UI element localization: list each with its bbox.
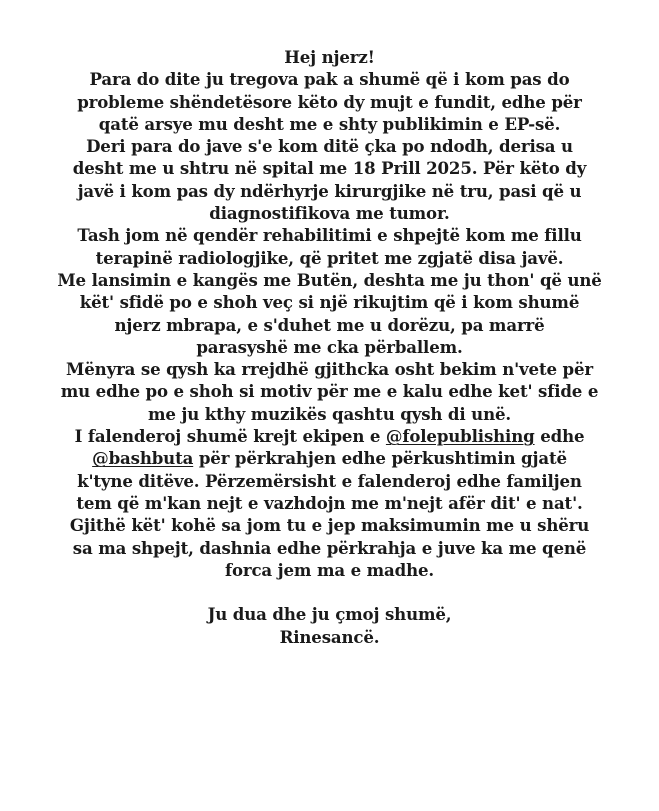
text-line: Me lansimin e kangës me Butën, deshta me ju thon' që unë xyxy=(57,269,602,290)
closing-line: Ju dua dhe ju çmoj shumë, xyxy=(207,604,452,625)
thanks-line-1-prefix: I falenderoj shumë krejt ekipen e xyxy=(74,426,386,447)
thanks-line-1 xyxy=(0,425,659,447)
paragraph-spacer xyxy=(0,581,659,603)
text-line: terapinë radiologjike, që pritet me zgjatë disa javë. xyxy=(95,247,564,268)
text-line: kët' sfidë po e shoh veç si një rikujtim që i kom shumë xyxy=(79,292,580,313)
text-line: parasyshë me cka përballem. xyxy=(196,336,463,357)
text-line: sa ma shpejt, dashnia edhe përkrahja e juve ka me qenë xyxy=(72,537,587,558)
text-line: probleme shëndetësore këto dy mujt e fundit, edhe për xyxy=(77,91,582,112)
text-line: mu edhe po e shoh si motiv për me e kalu edhe ket' sfide e xyxy=(60,381,599,402)
text-line: qatë arsye mu desht me e shty publikimin e EP-së. xyxy=(98,113,561,134)
thanks-line-2 xyxy=(0,447,659,469)
text-line: Para do dite ju tregova pak a shumë që i kom pas do xyxy=(89,69,570,90)
mention-bashbuta-link[interactable]: @bashbuta xyxy=(92,448,194,469)
thanks-line-2-suffix: për përkrahjen edhe përkushtimin gjatë xyxy=(193,448,567,469)
signature: Rinesancë. xyxy=(279,626,380,647)
thanks-line-1-suffix: edhe xyxy=(534,426,585,447)
text-line: forca jem ma e madhe. xyxy=(224,559,435,580)
story-text-message xyxy=(0,46,659,648)
text-line: javë i kom pas dy ndërhyrje kirurgjike në tru, pasi që u xyxy=(77,180,582,201)
text-line: Deri para do jave s'e kom ditë çka po ndodh, derisa u xyxy=(86,136,573,157)
text-line: Gjithë kët' kohë sa jom tu e jep maksimumin me u shëru xyxy=(69,515,590,536)
mention-folepublishing-link[interactable]: @folepublishing xyxy=(385,426,535,447)
text-line: desht me u shtru në spital me 18 Prill 2025. Për këto dy xyxy=(72,158,587,179)
text-line: Tash jom në qendër rehabilitimi e shpejtë kom me fillu xyxy=(77,225,582,246)
text-line: diagnostifikova me tumor. xyxy=(209,203,450,224)
text-line: tem që m'kan nejt e vazhdojn me m'nejt afër dit' e nat'. xyxy=(76,492,583,513)
text-line: njerz mbrapa, e s'duhet me u dorëzu, pa marrë xyxy=(114,314,545,335)
text-line: me ju kthy muzikës qashtu qysh di unë. xyxy=(147,403,512,424)
text-line: k'tyne ditëve. Përzemërsisht e falenderoj edhe familjen xyxy=(77,470,582,491)
text-line: Mënyra se qysh ka rrejdhë gjithcka osht bekim n'vete për xyxy=(66,359,593,380)
greeting-line: Hej njerz! xyxy=(284,47,375,67)
